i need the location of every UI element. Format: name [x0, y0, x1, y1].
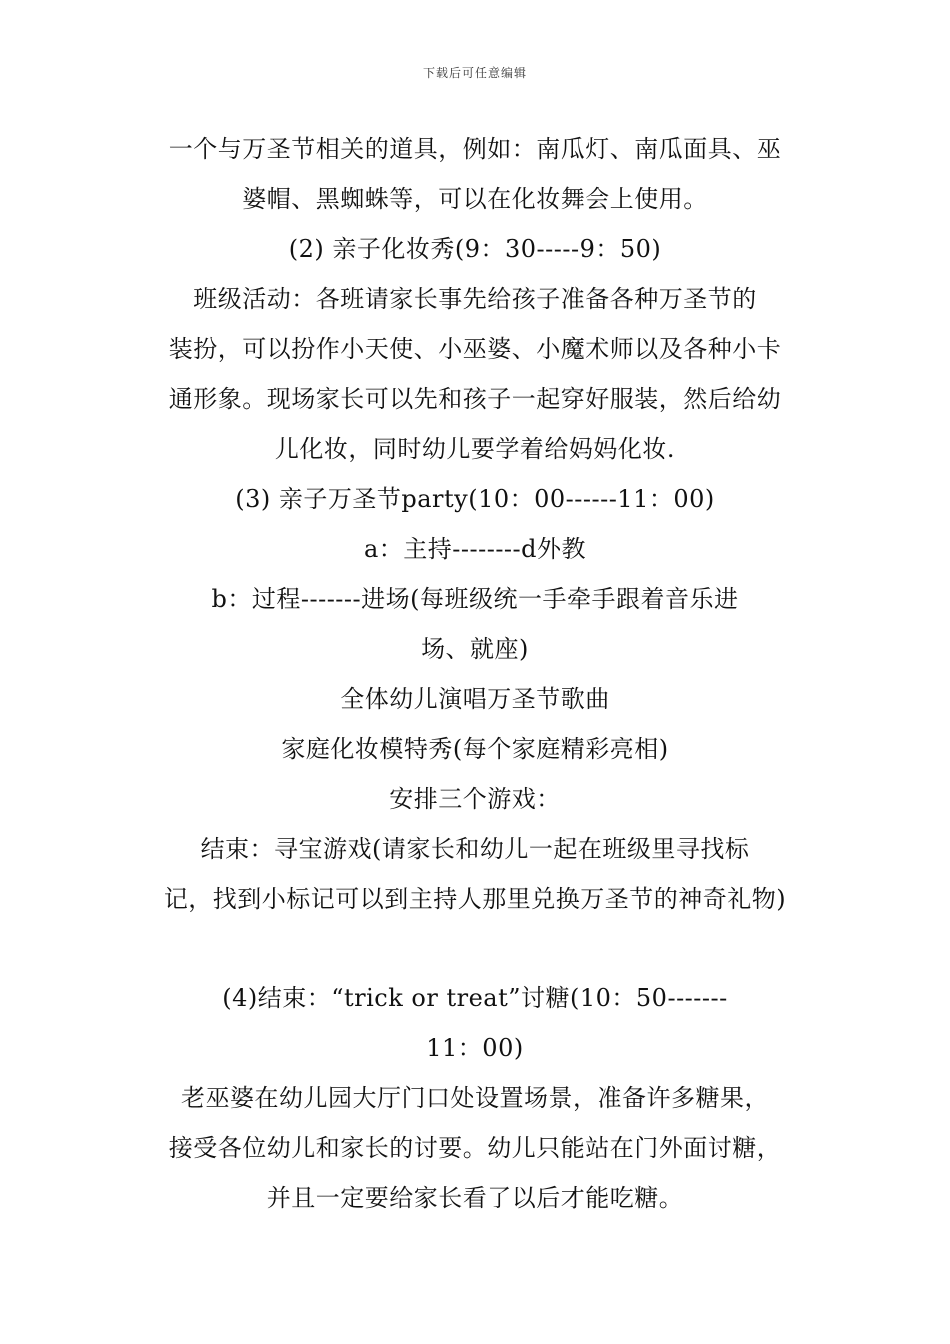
body-line: 并且一定要给家长看了以后才能吃糖。: [266, 1184, 684, 1212]
body-line: 场、就座): [421, 635, 529, 663]
page-header: 下载后可任意编辑: [422, 66, 527, 80]
body-line: 安排三个游戏：: [389, 785, 561, 813]
body-line: 班级活动：各班请家长事先给孩子准备各种万圣节的: [193, 285, 757, 313]
section-heading: (3) 亲子万圣节party(10：00------11：00): [235, 485, 715, 513]
body-line: 儿化妆，同时幼儿要学着给妈妈化妆.: [274, 435, 676, 463]
body-line: a：主持--------d外教: [363, 535, 587, 563]
section-heading: (2) 亲子化妆秀(9：30-----9：50): [288, 235, 662, 263]
body-line: 装扮，可以扮作小天使、小巫婆、小魔术师以及各种小卡: [168, 335, 782, 363]
body-line: 家庭化妆模特秀(每个家庭精彩亮相): [281, 735, 669, 763]
body-line: 记，找到小标记可以到主持人那里兑换万圣节的神奇礼物): [163, 885, 787, 913]
body-line: 接受各位幼儿和家长的讨要。幼儿只能站在门外面讨糖，: [168, 1134, 782, 1162]
body-line: 一个与万圣节相关的道具，例如：南瓜灯、南瓜面具、巫: [168, 135, 782, 163]
body-line: 结束：寻宝游戏(请家长和幼儿一起在班级里寻找标: [200, 835, 750, 863]
section-heading: (4)结束：“trick or treat”讨糖(10：50-------: [222, 984, 728, 1012]
body-line: 全体幼儿演唱万圣节歌曲: [340, 685, 610, 713]
body-line: b：过程-------进场(每班级统一手牵手跟着音乐进: [211, 585, 739, 613]
body-line: 婆帽、黑蜘蛛等，可以在化妆舞会上使用。: [242, 185, 708, 213]
body-line: 通形象。现场家长可以先和孩子一起穿好服装，然后给幼: [168, 385, 782, 413]
body-line: 老巫婆在幼儿园大厅门口处设置场景，准备许多糖果，: [181, 1084, 769, 1112]
body-line: 11：00): [426, 1034, 524, 1062]
